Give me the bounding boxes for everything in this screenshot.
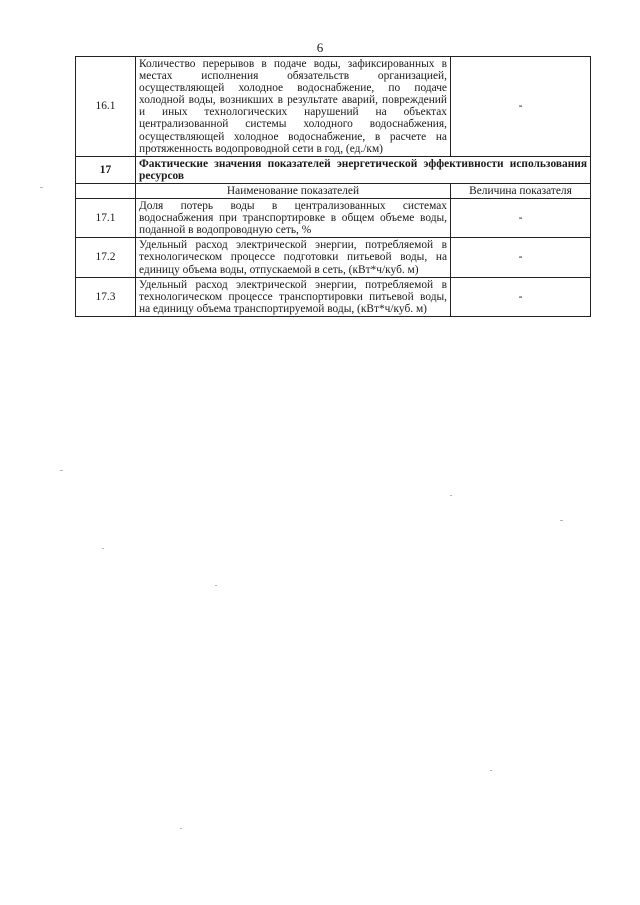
row-value: -: [451, 277, 591, 316]
scan-speck: [215, 585, 217, 586]
table-row: [76, 238, 591, 277]
row-value: -: [451, 57, 591, 157]
row-value: -: [451, 238, 591, 277]
scan-speck: [490, 770, 492, 771]
row-number: 17.2: [76, 238, 136, 277]
scan-speck: [450, 495, 452, 496]
column-header-row: [76, 183, 591, 198]
row-number: 17.1: [76, 199, 136, 238]
table-row: [76, 199, 591, 238]
section-title: Фактические значения показателей энергетической эффективности использования ресурсов: [136, 156, 591, 183]
row-indicator-text: Удельный расход электрической энергии, потребляемой в технологическом процессе подготовки питьевой воды, на единицу объема воды, отпускаемой в сеть, (кВт*ч/куб. м): [136, 238, 451, 277]
row-indicator-text: Удельный расход электрической энергии, потребляемой в технологическом процессе транспортировки питьевой воды, на единицу объема транспортируемой воды, (кВт*ч/куб. м): [136, 277, 451, 316]
table-row: [76, 277, 591, 316]
section-header-row: [76, 156, 591, 183]
page-number: 6: [316, 40, 324, 55]
scan-speck: [60, 470, 63, 471]
table-row: [76, 57, 591, 157]
section-number: 17: [76, 156, 136, 183]
scan-speck: [102, 548, 104, 549]
scan-speck: [560, 520, 563, 521]
column-header-value: Величина показателя: [451, 183, 591, 198]
row-value: -: [451, 199, 591, 238]
scan-speck: [40, 187, 43, 188]
row-number: 17.3: [76, 277, 136, 316]
column-header-name: Наименование показателей: [136, 183, 451, 198]
column-header-empty: [76, 183, 136, 198]
row-number: 16.1: [76, 57, 136, 157]
row-indicator-text: Количество перерывов в подаче воды, зафиксированных в местах исполнения обязательств организацией, осуществляющей холодное водоснабжение, по подаче холодной воды, возникших в результате аварий, повреждений и иных технологических нарушений на объектах централизованной системы холодного водоснабжения, осуществляющей холодное водоснабжение, в расчете на протяженность водопроводной сети в год, (ед./км): [136, 57, 451, 157]
indicators-table: [75, 56, 591, 317]
row-indicator-text: Доля потерь воды в централизованных системах водоснабжения при транспортировке в общем объеме воды, поданной в водопроводную сеть, %: [136, 199, 451, 238]
scan-speck: [180, 828, 182, 829]
